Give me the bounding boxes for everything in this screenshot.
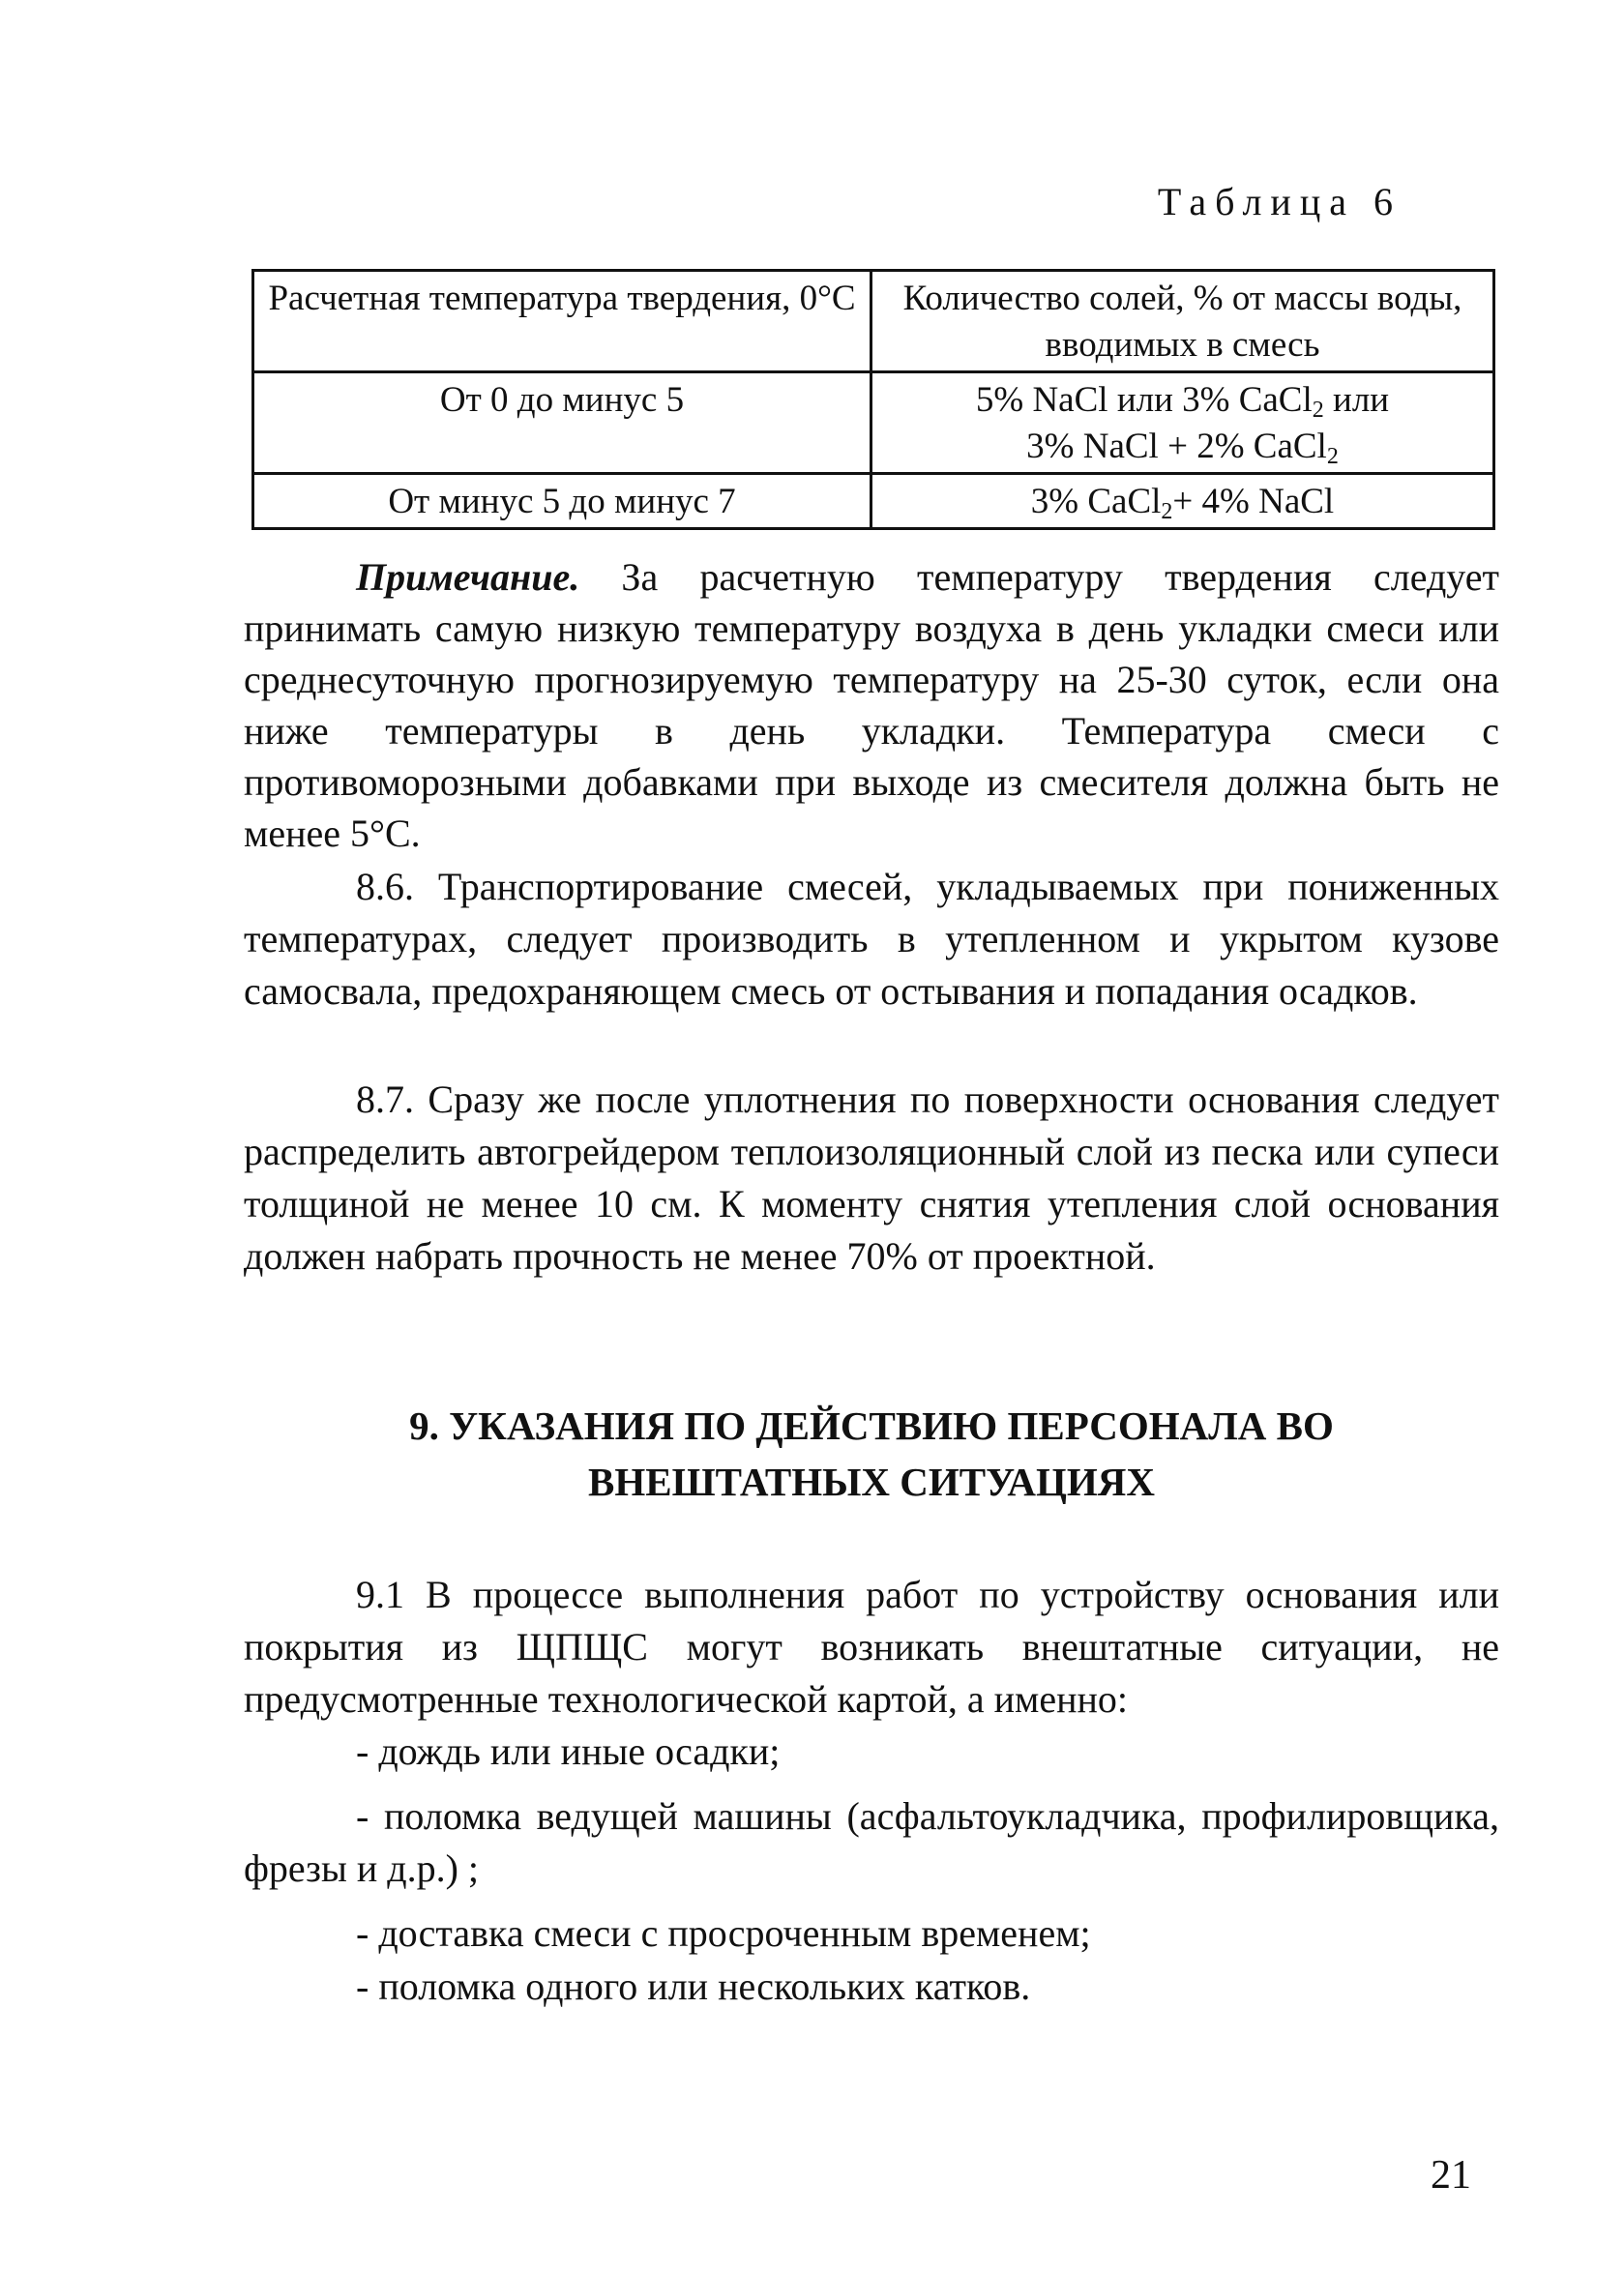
heading-line: ВНЕШТАТНЫХ СИТУАЦИЯХ <box>588 1460 1155 1504</box>
salt-text: или <box>1323 380 1390 420</box>
table-note <box>244 551 1499 859</box>
section-9-heading <box>244 1398 1499 1510</box>
list-item: - доставка смеси с просроченным временем; <box>356 1911 1091 1955</box>
subscript: 2 <box>1312 398 1324 423</box>
paragraph-8-7: 8.7. Сразу же после уплотнения по поверхности основания следует распределить автогрейдером теплоизоляционный слой из песка или супеси толщиной не менее 10 см. К моменту снятия утепления слой основания должен набрать прочность не менее 70% от проектной. <box>244 1078 1499 1278</box>
note-text: За расчетную температуру твердения следует принимать самую низкую температуру воздуха в день укладки смеси или среднесуточную прогнозируемую температуру на 25-30 суток, если она ниже температуры в день укладки. Температура смеси с противоморозными добавками при выходе из смесителя должна быть не менее 5°С. <box>244 555 1499 855</box>
table-row <box>253 372 1494 474</box>
salt-text: 3% CaCl <box>1030 482 1162 521</box>
table-header-row <box>253 271 1494 372</box>
note-label: Примечание. <box>356 555 580 599</box>
cell-salt-amount <box>871 474 1494 529</box>
salt-content-table <box>251 269 1495 530</box>
list-item: - поломка одного или нескольких катков. <box>356 1964 1031 2008</box>
paragraph-9-1: 9.1 В процессе выполнения работ по устройству основания или покрытия из ЩПЩС могут возникать внештатные ситуации, не предусмотренные технологической картой, а именно: <box>244 1573 1499 1721</box>
salt-text: + 4% NaCl <box>1172 482 1335 521</box>
heading-line: 9. УКАЗАНИЯ ПО ДЕЙСТВИЮ ПЕРСОНАЛА ВО <box>409 1403 1334 1448</box>
list-item: - поломка ведущей машины (асфальтоукладчика, профилировщика, фрезы и д.р.) ; <box>244 1794 1499 1890</box>
table-caption: Таблица 6 <box>1157 180 1402 223</box>
paragraph-8-6: 8.6. Транспортирование смесей, укладываемых при пониженных температурах, следует производить в утепленном и укрытом кузове самосвала, предохраняющем смесь от остывания и попадания осадков. <box>244 865 1499 1013</box>
subscript: 2 <box>1326 444 1339 469</box>
header-cell-temperature: Расчетная температура твердения, 0°С <box>253 271 871 372</box>
cell-salt-amount <box>871 372 1494 474</box>
header-cell-salts: Количество солей, % от массы воды, вводимых в смесь <box>871 271 1494 372</box>
cell-temperature-range: От минус 5 до минус 7 <box>253 474 871 529</box>
salt-text: 3% NaCl + 2% CaCl <box>1026 427 1327 466</box>
subscript: 2 <box>1161 499 1173 524</box>
list-item: - дождь или иные осадки; <box>356 1729 781 1773</box>
cell-temperature-range: От 0 до минус 5 <box>253 372 871 474</box>
page-number: 21 <box>1431 2153 1471 2198</box>
table-row <box>253 474 1494 529</box>
salt-text: 5% NaCl или 3% CaCl <box>975 380 1313 420</box>
